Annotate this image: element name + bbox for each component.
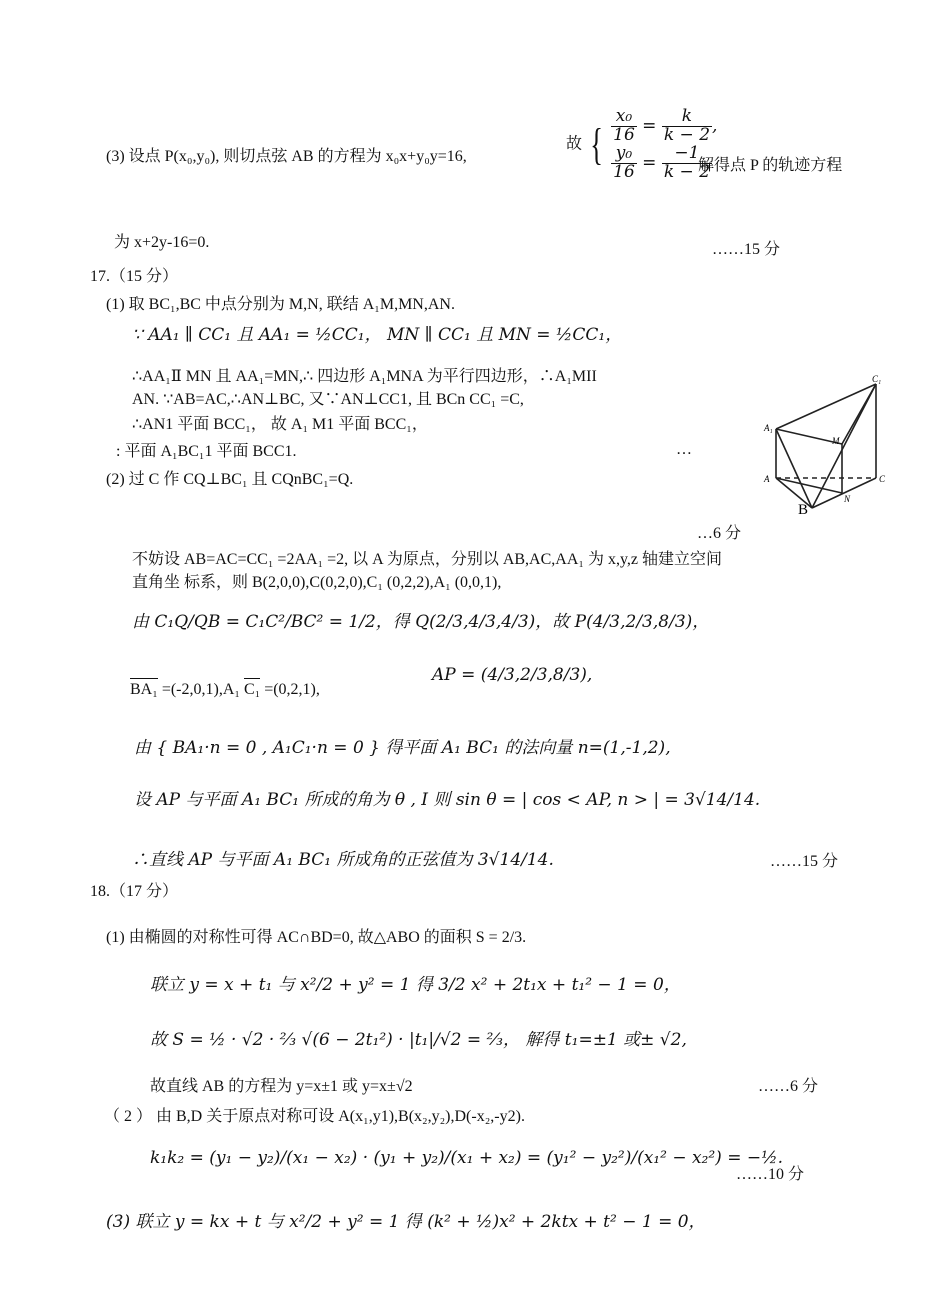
q17-line: 不妨设 AB=AC=CC₁ =2AA₁ =2, 以 A 为原点，分别以 AB,AC,AA₁ 为 x,y,z 轴建立空间 — [132, 551, 723, 568]
q17-formula: ∴直线 AP 与平面 A₁ BC₁ 所成角的正弦值为 3√14/14. — [132, 850, 554, 870]
q17-line: (1) 取 BC₁,BC 中点分别为 M,N, 联结 A₁M,MN,AN. — [106, 296, 455, 313]
q18-formula: 联立 y = x + t₁ 与 x²/2 + y² = 1 得 3/2 x² + 2t₁x + t₁² − 1 = 0， — [150, 975, 681, 995]
score: …6 分 — [697, 525, 742, 542]
q18-formula: 故 S = ½ · √2 · ⅔ √(6 − 2t₁²) · |t₁|/√2 = ⅔， 解得 t₁=±1 或± √2, — [150, 1030, 687, 1050]
score: ……15 分 — [770, 853, 839, 870]
label-m: M — [832, 436, 840, 446]
q17-line: (2) 过 C 作 CQ⊥BC₁ 且 CQnBC₁=Q. — [106, 471, 354, 488]
gu-label: 故 — [566, 135, 583, 153]
q18-line: 故直线 AB 的方程为 y=x±1 或 y=x±√2 — [150, 1078, 413, 1095]
label-c1: C₁ — [872, 374, 882, 384]
q17-line: ∴AN1 平面 BCC₁， 故 A₁ M1 平面 BCC₁， — [132, 416, 428, 433]
q17-formula: ∵ AA₁ ∥ CC₁ 且 AA₁ = ½CC₁， MN ∥ CC₁ 且 MN = ½CC₁， — [132, 325, 623, 345]
q17-line: 直角坐 标系，则 B(2,0,0),C(0,2,0),C₁ (0,2,2),A₁ (0,0,1), — [132, 574, 502, 591]
vector-ba1: BA₁ — [130, 678, 158, 699]
score: ……6 分 — [758, 1078, 819, 1095]
part3-cont: 为 x+2y-16=0. — [114, 234, 210, 251]
edge-a1-b — [776, 429, 812, 508]
question-18-header: 18.（17 分） — [90, 883, 179, 900]
label-b: B — [798, 502, 809, 518]
label-n: N — [844, 494, 851, 504]
label-a1: A₁ — [764, 423, 773, 433]
vector-ap: AP = (4/3,2/3,8/3), — [432, 665, 593, 685]
edge-b-c1 — [812, 384, 876, 508]
q18-formula: (3) 联立 y = kx + t 与 x²/2 + y² = 1 得 (k² + ½)x² + 2ktx + t² − 1 = 0， — [106, 1212, 706, 1232]
edge-a1-c1 — [776, 384, 876, 429]
ellipsis: … — [676, 441, 692, 458]
left-brace: { — [590, 119, 603, 169]
q18-formula: k₁k₂ = (y₁ − y₂)/(x₁ − x₂) · (y₁ + y₂)/(x₁ + x₂) = (y₁² − y₂²)/(x₁² − x₂²) = −½. — [150, 1148, 783, 1168]
question-17-header: 17.（15 分） — [90, 268, 179, 285]
q17-formula: 由 { BA₁·n = 0 , A₁C₁·n = 0 } 得平面 A₁ BC₁ 的法向量 n=(1,-1,2), — [134, 738, 671, 758]
vector-line: BA₁ =(-2,0,1),A₁ C₁ =(0,2,1), — [130, 678, 320, 699]
part3-line: (3) 设点 P(x₀,y₀), 则切点弦 AB 的方程为 x₀x+y₀y=16, — [106, 148, 467, 165]
q17-line: ∴AA₁Ⅱ MN 且 AA₁=MN,∴ 四边形 A₁MNA 为平行四边形，∴A₁MII — [132, 368, 597, 385]
q17-formula: 由 C₁Q/QB = C₁C²/BC² = 1/2，得 Q(2/3,4/3,4/3)，故 P(4/3,2/3,8/3)， — [132, 612, 710, 632]
q17-line: AN. ∵AB=AC,∴AN⊥BC, 又∵AN⊥CC1, 且 BCn CC₁ =C, — [132, 391, 524, 408]
score: ……15 分 — [712, 241, 781, 258]
prism-figure — [756, 372, 886, 520]
q17-line: : 平面 A₁BC₁1 平面 BCC1. — [116, 443, 297, 460]
q18-line: (1) 由椭圆的对称性可得 AC∩BD=0, 故△ABO 的面积 S = 2/3. — [106, 929, 527, 946]
equation-system: $\frac{\text{x₀}}{16}$ = $\frac{k}{k - 2}$ , $\frac{\text{y₀}}{16}$ = $\frac{-1}{k - 2}$ — [613, 106, 718, 182]
part3-tail: 解得点 P 的轨迹方程 — [698, 157, 843, 174]
label-c: C — [879, 474, 886, 484]
q18-line: （ 2 ） 由 B,D 关于原点对称可设 A(x₁,y1),B(x₂,y₂),D(-x₂,-y2). — [104, 1108, 525, 1125]
part3-system — [566, 108, 717, 181]
label-a: A — [764, 474, 770, 484]
q17-formula: 设 AP 与平面 A₁ BC₁ 所成的角为 θ , I 则 sin θ = | cos < AP, n > | = 3√14/14. — [134, 790, 761, 810]
score: ……10 分 — [736, 1166, 805, 1183]
vector-a1c1: C₁ — [244, 678, 260, 699]
